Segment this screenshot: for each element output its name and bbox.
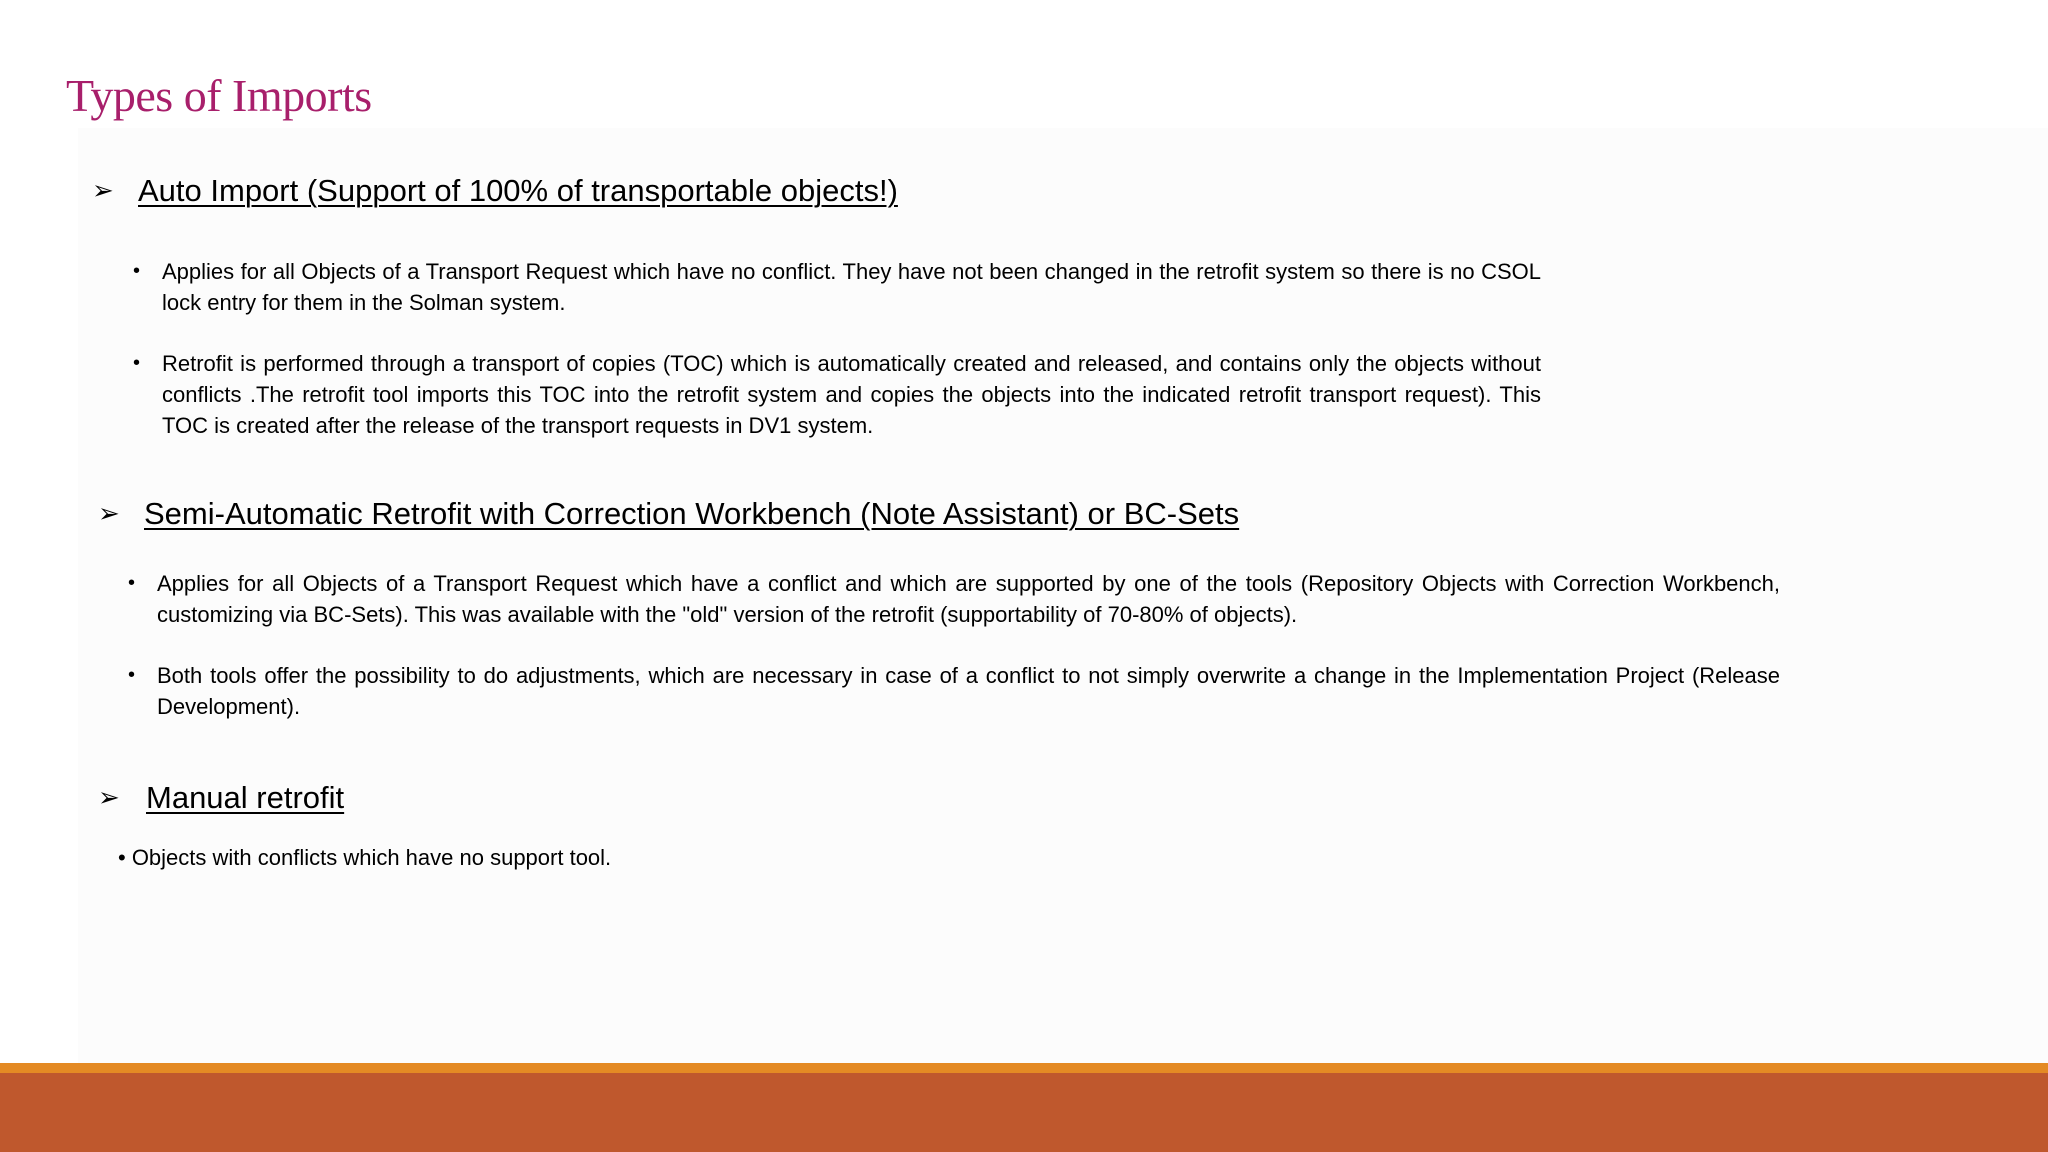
bullet-text: Applies for all Objects of a Transport Request which have no conflict. They have not been changed in the retrofit system so there is no CSOL lock entry for them in the Solman system.	[162, 259, 1541, 315]
auto-import-bullet-list	[133, 256, 1541, 441]
list-item	[133, 256, 1541, 318]
arrow-bullet-icon: ➢	[98, 783, 120, 813]
list-item	[128, 568, 1780, 630]
slide-title: Types of Imports	[66, 70, 372, 121]
bullet-dot-icon: •	[128, 572, 136, 594]
section-heading-semi-automatic: Semi-Automatic Retrofit with Correction Workbench (Note Assistant) or BC-Sets	[144, 496, 1240, 531]
bullet-text: Applies for all Objects of a Transport Request which have a conflict and which are supported by one of the tools (Repository Objects with Correction Workbench, customizing via BC-Sets). This was available with the "old" version of the retrofit (supportability of 70-80% of objects).	[157, 571, 1780, 627]
bullet-dot-icon: •	[133, 260, 141, 282]
section-heading-auto-import: Auto Import (Support of 100% of transportable objects!)	[138, 173, 898, 208]
arrow-bullet-icon: ➢	[98, 499, 120, 529]
bullet-text: Both tools offer the possibility to do adjustments, which are necessary in case of a conflict to not simply overwrite a change in the Implementation Project (Release Development).	[157, 663, 1780, 719]
section-heading-manual-retrofit: Manual retrofit	[146, 780, 345, 815]
footer-accent-stripe	[0, 1063, 2048, 1073]
bullet-dot-icon: •	[128, 664, 136, 686]
list-item	[133, 348, 1541, 441]
semi-auto-bullet-list	[128, 568, 1780, 722]
arrow-bullet-icon: ➢	[92, 176, 114, 206]
bullet-text: Retrofit is performed through a transport of copies (TOC) which is automatically created and released, and contains only the objects without conflicts .The retrofit tool imports this TOC into the retrofit system and copies the objects into the indicated retrofit transport request). This TOC is created after the release of the transport requests in DV1 system.	[162, 351, 1541, 438]
list-item	[128, 660, 1780, 722]
footer-bar	[0, 1073, 2048, 1152]
bullet-dot-icon: •	[133, 352, 141, 374]
manual-retrofit-item: • Objects with conflicts which have no support tool.	[118, 845, 612, 870]
